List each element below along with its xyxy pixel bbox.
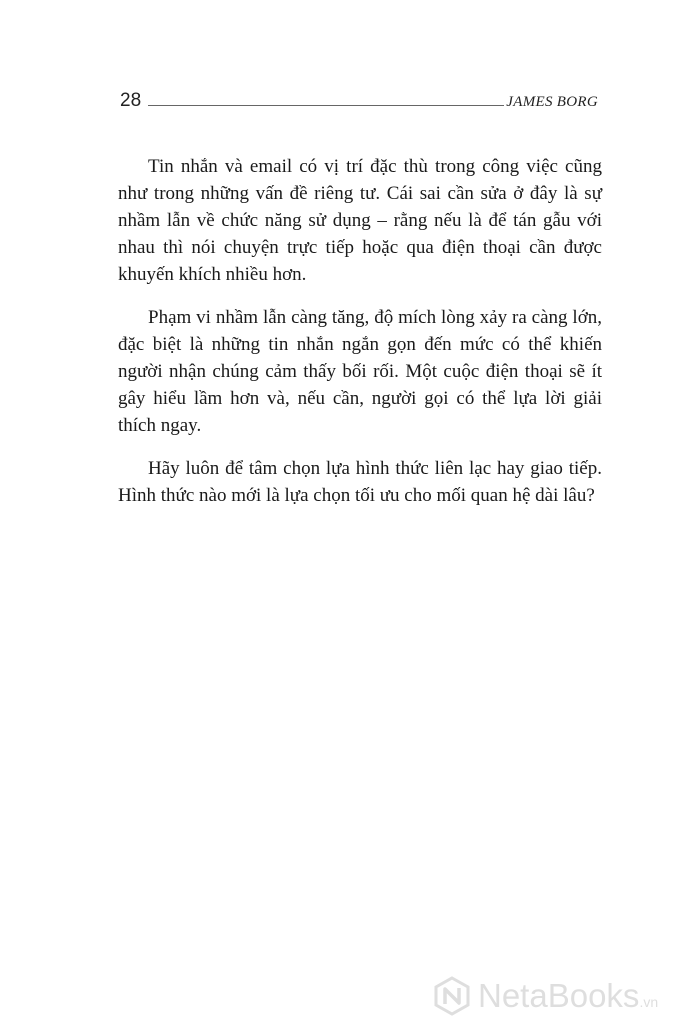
paragraph-3: Hãy luôn để tâm chọn lựa hình thức liên lạc hay giao tiếp. Hình thức nào mới là lựa chọn tối ưu cho mối quan hệ dài lâu? <box>118 458 602 506</box>
watermark-text <box>478 976 658 1022</box>
watermark-suffix: .vn <box>639 994 659 1010</box>
page-header <box>120 90 598 116</box>
body-text <box>118 153 602 525</box>
page-number: 28 <box>120 90 142 111</box>
header-rule <box>148 105 504 106</box>
netabooks-logo-icon <box>432 976 472 1016</box>
watermark-brand: NetaBooks <box>478 977 640 1014</box>
running-title: JAMES BORG <box>506 94 598 110</box>
paragraph-2: Phạm vi nhầm lẫn càng tăng, độ mích lòng xảy ra càng lớn, đặc biệt là những tin nhắn ngắn gọn đến mức có thể khiến người nhận chúng cảm thấy bối rối. Một cuộc điện thoại sẽ ít gây hiểu lầm hơn và, nếu cần, người gọi có thể lựa lời giải thích ngay. <box>118 307 602 436</box>
paragraph-1: Tin nhắn và email có vị trí đặc thù trong công việc cũng như trong những vấn đề riêng tư. Cái sai cần sửa ở đây là sự nhầm lẫn về chức năng sử dụng – rằng nếu là để tán gẫu với nhau thì nói chuyện trực tiếp hoặc qua điện thoại cần được khuyến khích nhiều hơn. <box>118 156 602 285</box>
watermark <box>432 974 694 1020</box>
